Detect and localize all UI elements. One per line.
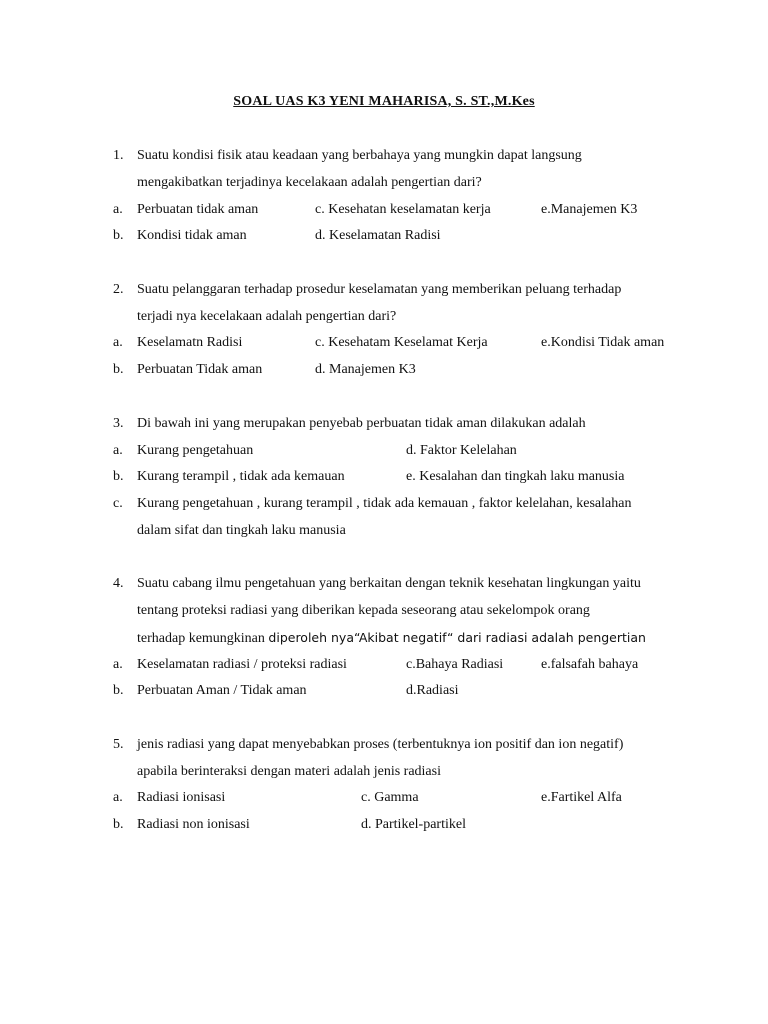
question-text-line: Di bawah ini yang merupakan penyebab perbuatan tidak aman dilakukan adalah [137,416,586,431]
option-e: e.Fartikel Alfa [541,790,622,805]
option-b: Radiasi non ionisasi [137,817,250,832]
question-text-line: mengakibatkan terjadinya kecelakaan adalah pengertian dari? [137,175,482,190]
question-number: 4. [113,576,124,591]
question-text-line: Suatu kondisi fisik atau keadaan yang berbahaya yang mungkin dapat langsung [137,148,582,163]
option-label-b: b. [113,683,124,698]
option-label-b: b. [113,228,124,243]
option-b: Kurang terampil , tidak ada kemauan [137,469,345,484]
option-label-a: a. [113,657,123,672]
question-text-line: terjadi nya kecelakaan adalah pengertian dari? [137,309,397,324]
option-b: Perbuatan Aman / Tidak aman [137,683,307,698]
option-c: c. Kesehatan keselamatan kerja [315,202,491,217]
option-label-a: a. [113,335,123,350]
question-text-segment: diperoleh nya“Akibat negatif“ dari radiasi adalah pengertian [268,630,646,645]
question-text-line [137,629,646,648]
option-b: Perbuatan Tidak aman [137,362,263,377]
option-e: e.Kondisi Tidak aman [541,335,665,350]
question-number: 5. [113,737,124,752]
option-d: d. Partikel-partikel [361,817,466,832]
option-c: c.Bahaya Radiasi [406,657,504,672]
question-text-segment: terhadap kemungkinan [137,631,269,646]
question-text-line: Suatu pelanggaran terhadap prosedur keselamatan yang memberikan peluang terhadap [137,282,622,297]
option-d: d. Faktor Kelelahan [406,443,517,458]
option-label-a: a. [113,202,123,217]
option-label-a: a. [113,790,123,805]
question-number: 3. [113,416,124,431]
option-e: e.falsafah bahaya [541,657,639,672]
question-text-line: jenis radiasi yang dapat menyebabkan proses (terbentuknya ion positif dan ion negatif) [137,737,624,752]
option-label-b: b. [113,362,124,377]
option-c-line: Kurang pengetahuan , kurang terampil , tidak ada kemauan , faktor kelelahan, kesalahan [137,496,632,511]
question-number: 2. [113,282,124,297]
option-d: d.Radiasi [406,683,459,698]
option-a: Perbuatan tidak aman [137,202,259,217]
option-label-b: b. [113,469,124,484]
option-e: e.Manajemen K3 [541,202,638,217]
option-a: Keselamatn Radisi [137,335,243,350]
option-e: e. Kesalahan dan tingkah laku manusia [406,469,625,484]
option-label-c: c. [113,496,123,511]
option-a: Keselamatan radiasi / proteksi radiasi [137,657,347,672]
option-label-a: a. [113,443,123,458]
question-text-line: tentang proteksi radiasi yang diberikan kepada seseorang atau sekelompok orang [137,603,590,618]
option-a: Radiasi ionisasi [137,790,226,805]
question-text-line: Suatu cabang ilmu pengetahuan yang berkaitan dengan teknik kesehatan lingkungan yaitu [137,576,641,591]
option-c-line: dalam sifat dan tingkah laku manusia [137,523,346,538]
option-b: Kondisi tidak aman [137,228,247,243]
option-a: Kurang pengetahuan [137,443,254,458]
question-number: 1. [113,148,124,163]
document-title: SOAL UAS K3 YENI MAHARISA, S. ST.,M.Kes [233,94,535,109]
option-d: d. Keselamatan Radisi [315,228,441,243]
option-c: c. Gamma [361,790,419,805]
option-c: c. Kesehatam Keselamat Kerja [315,335,488,350]
option-label-b: b. [113,817,124,832]
option-d: d. Manajemen K3 [315,362,416,377]
question-text-line: apabila berinteraksi dengan materi adalah jenis radiasi [137,764,441,779]
